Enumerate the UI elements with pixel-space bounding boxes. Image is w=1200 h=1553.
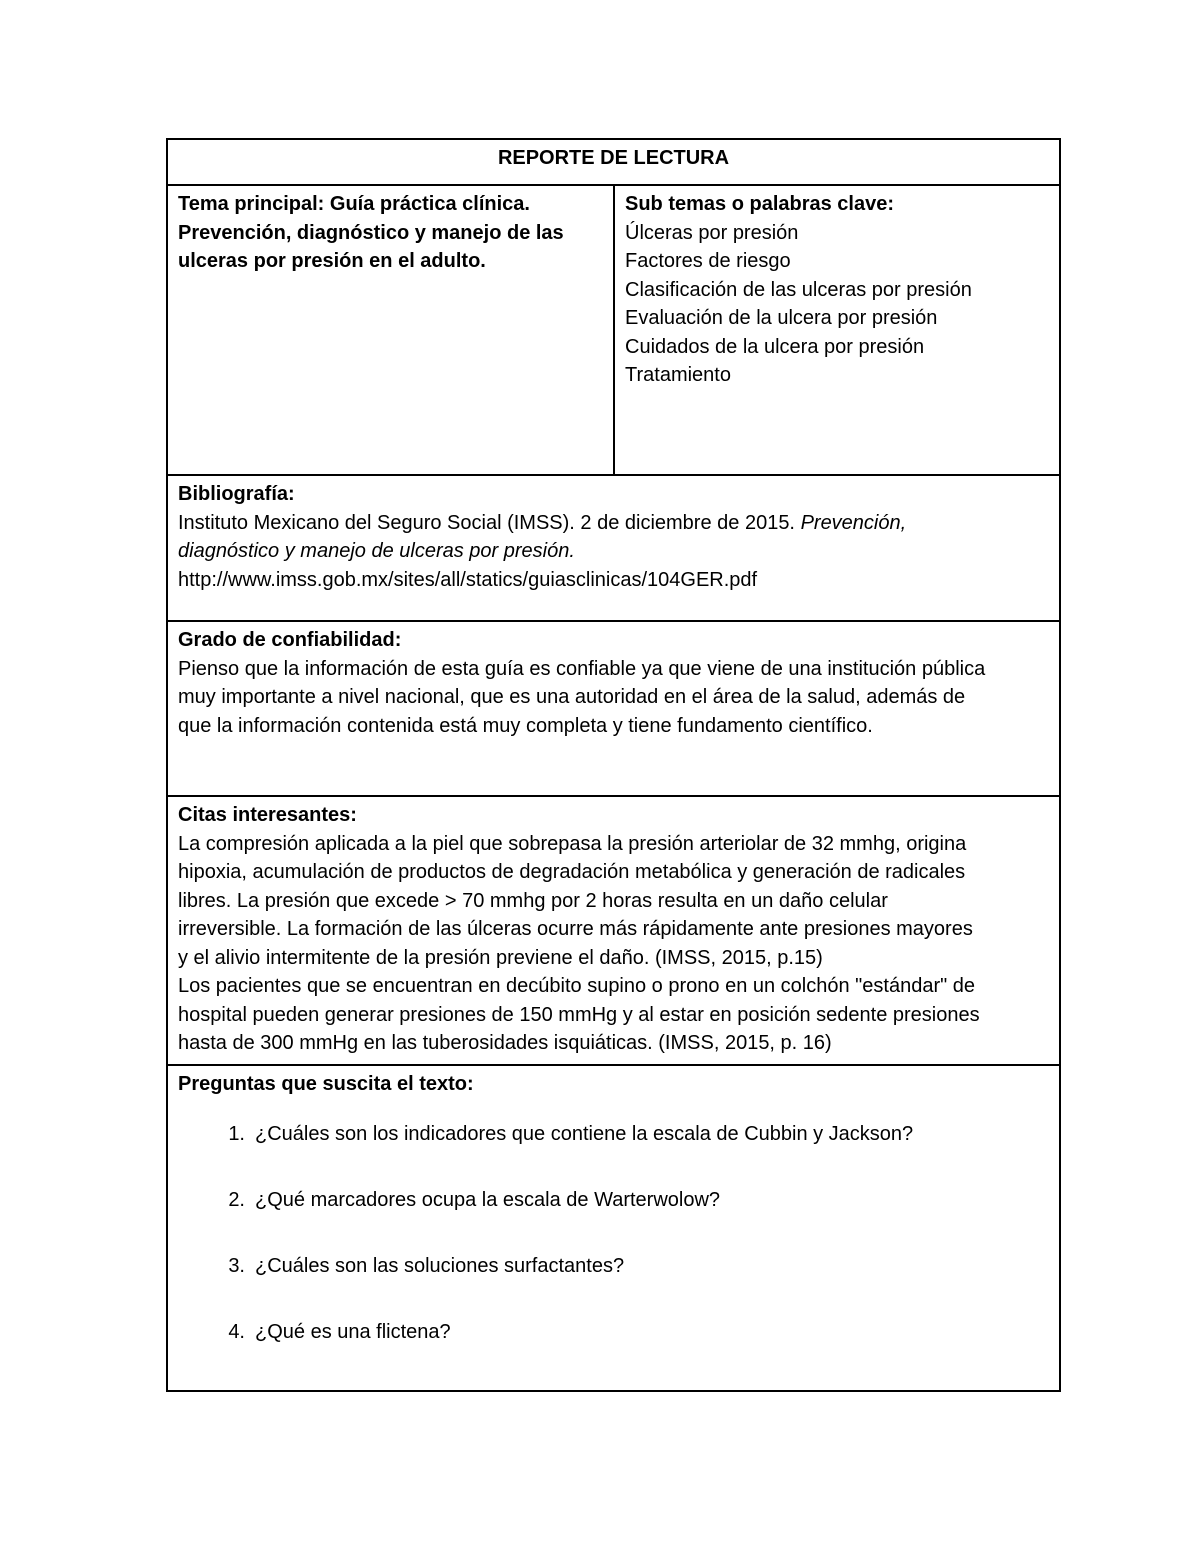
quote-text: y el alivio intermitente de la presión previene el daño. (IMSS, 2015, p.15) (178, 946, 823, 969)
question-number: 3. (228, 1255, 245, 1277)
main-topic-line: Tema principal: Guía práctica clínica. (178, 193, 530, 215)
quote-text: hasta de 300 mmHg en las tuberosidades isquiáticas. (IMSS, 2015, p. 16) (178, 1032, 832, 1054)
subtopics-cell (614, 185, 1060, 475)
reliability-cell (167, 621, 1060, 796)
list-item (178, 1120, 1049, 1148)
subtopic-item: Evaluación de la ulcera por presión (625, 307, 938, 329)
quote-text: libres. La presión que excede > 70 mmhg por 2 horas resulta en un daño celular (178, 889, 888, 912)
subtopic-item: Cuidados de la ulcera por presión (625, 335, 925, 358)
reliability-label: Grado de confiabilidad: (178, 629, 402, 651)
bibliography-label: Bibliografía: (178, 483, 295, 505)
question-text: ¿Cuáles son los indicadores que contiene la escala de Cubbin y Jackson? (255, 1123, 914, 1145)
quotes-label: Citas interesantes: (178, 804, 357, 826)
questions-cell (167, 1065, 1060, 1392)
bibliography-title: diagnóstico y manejo de ulceras por presión. (178, 540, 575, 562)
quotes-cell (167, 796, 1060, 1065)
questions-label: Preguntas que suscita el texto: (178, 1072, 474, 1095)
main-topic-cell (167, 185, 614, 475)
questions-list (178, 1120, 1049, 1346)
quote-text: hipoxia, acumulación de productos de degradación metabólica y generación de radicales (178, 861, 966, 883)
quote-text: Los pacientes que se encuentran en decúbito supino o prono en un colchón "estándar" de (178, 975, 976, 997)
question-text: ¿Qué es una flictena? (255, 1321, 451, 1343)
list-item (178, 1252, 1049, 1280)
quote-text: hospital pueden generar presiones de 150 mmHg y al estar en posición sedente presiones (178, 1003, 980, 1026)
question-number: 4. (228, 1321, 245, 1343)
subtopic-item: Clasificación de las ulceras por presión (625, 278, 972, 301)
subtopic-item: Factores de riesgo (625, 250, 791, 272)
bibliography-title: Prevención, (800, 511, 907, 534)
reliability-text: que la información contenida está muy completa y tiene fundamento científico. (178, 714, 873, 737)
quote-text: irreversible. La formación de las úlceras ocurre más rápidamente ante presiones mayores (178, 918, 973, 940)
reliability-text: Pienso que la información de esta guía es confiable ya que viene de una institución pública (178, 657, 986, 680)
reading-report-table (166, 138, 1061, 1392)
quote-text: La compresión aplicada a la piel que sobrepasa la presión arteriolar de 32 mmhg, origina (178, 832, 967, 855)
bibliography-cell (167, 475, 1060, 621)
list-item (178, 1186, 1049, 1214)
question-text: ¿Qué marcadores ocupa la escala de Warterwolow? (255, 1189, 721, 1211)
subtopics-label: Sub temas o palabras clave: (625, 193, 895, 215)
question-text: ¿Cuáles son las soluciones surfactantes? (255, 1255, 625, 1277)
subtopic-item: Úlceras por presión (625, 221, 799, 244)
list-item (178, 1318, 1049, 1346)
main-topic-line: ulceras por presión en el adulto. (178, 250, 486, 272)
reliability-text: muy importante a nivel nacional, que es una autoridad en el área de la salud, además de (178, 686, 966, 708)
question-number: 2. (228, 1189, 245, 1211)
bibliography-url[interactable]: http://www.imss.gob.mx/sites/all/statics/guiasclinicas/104GER.pdf (178, 568, 758, 591)
subtopic-item: Tratamiento (625, 364, 731, 386)
main-topic-line: Prevención, diagnóstico y manejo de las (178, 221, 564, 244)
bibliography-source: Instituto Mexicano del Seguro Social (IMSS). 2 de diciembre de 2015. (178, 511, 801, 534)
report-title: REPORTE DE LECTURA (167, 139, 1060, 185)
question-number: 1. (228, 1123, 245, 1145)
